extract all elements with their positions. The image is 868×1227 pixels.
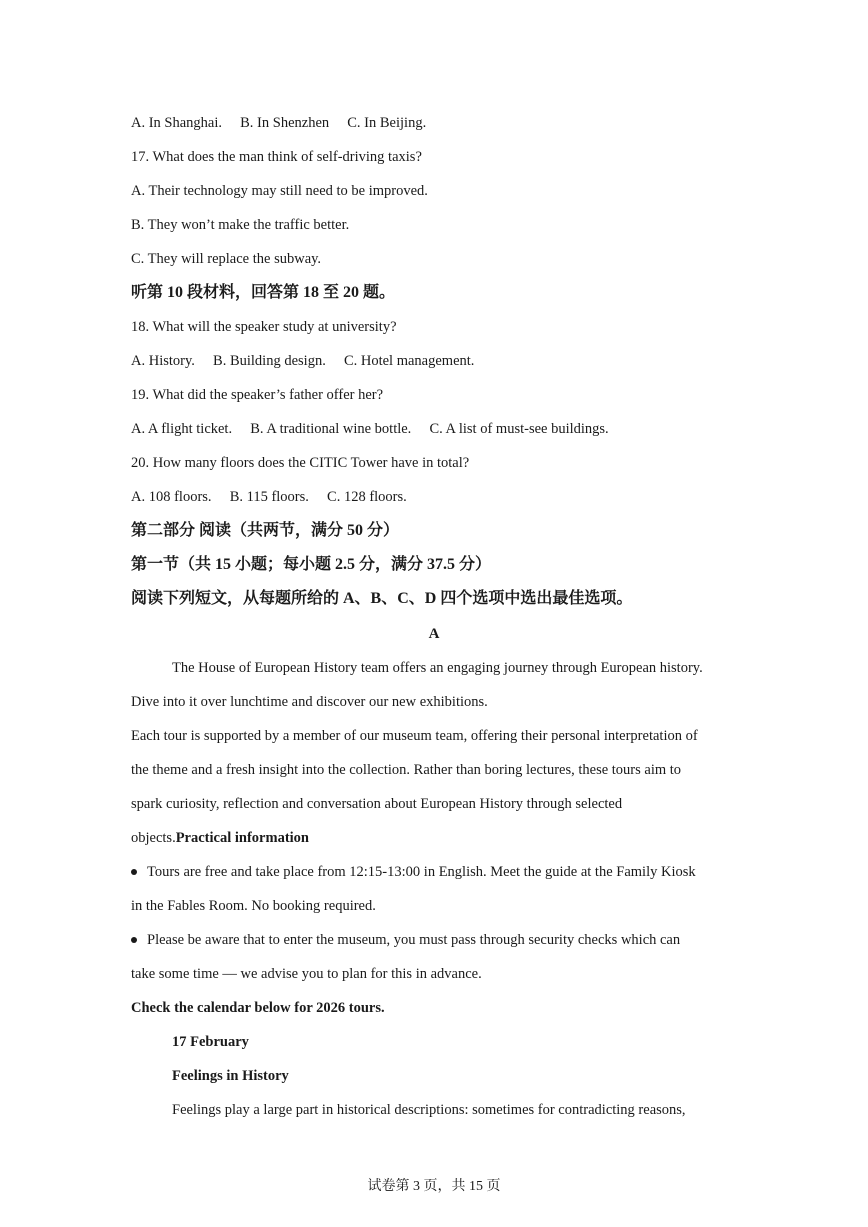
q18-option-a: A. History. bbox=[131, 353, 195, 369]
passage-p2-line4 bbox=[131, 829, 309, 847]
q18-option-c: C. Hotel management. bbox=[343, 353, 475, 369]
section1-heading: 第一节（共 15 小题；每小题 2.5 分，满分 37.5 分） bbox=[131, 556, 492, 573]
q18-question: 18. What will the speaker study at university? bbox=[131, 319, 397, 335]
q19-option-a: A. A flight ticket. bbox=[131, 421, 233, 437]
bullet1-line2: in the Fables Room. No booking required. bbox=[131, 898, 376, 914]
bullet2-text: Please be aware that to enter the museum, you must pass through security checks which can bbox=[147, 932, 681, 948]
passage-p2-line1: Each tour is supported by a member of our museum team, offering their personal interpretation of bbox=[131, 728, 698, 744]
bullet-icon bbox=[131, 937, 137, 943]
passage-p2-line3: spark curiosity, reflection and conversation about European History through selected bbox=[131, 796, 623, 812]
q19-question: 19. What did the speaker’s father offer her? bbox=[131, 387, 384, 403]
practical-heading: Practical information bbox=[175, 830, 309, 846]
date-17-february: 17 February bbox=[172, 1034, 249, 1050]
page-footer: 试卷第 3 页，共 15 页 bbox=[367, 1179, 501, 1194]
bullet1-text: Tours are free and take place from 12:15-13:00 in English. Meet the guide at the Family Kiosk bbox=[147, 864, 696, 880]
passage-label: A bbox=[428, 626, 440, 642]
calendar-heading: Check the calendar below for 2026 tours. bbox=[131, 1000, 385, 1016]
q16-option-a: A. In Shanghai. bbox=[131, 115, 223, 131]
bullet2-line2: take some time — we advise you to plan for this in advance. bbox=[131, 966, 482, 982]
tour-title-feelings: Feelings in History bbox=[172, 1068, 289, 1084]
q20-options bbox=[131, 488, 407, 506]
q19-options bbox=[131, 420, 609, 438]
bullet1-line1 bbox=[131, 863, 696, 881]
q17-option-c: C. They will replace the subway. bbox=[131, 251, 322, 267]
passage-p2-line2: the theme and a fresh insight into the collection. Rather than boring lectures, these tours aim to bbox=[131, 762, 682, 778]
passage-p1-line2: Dive into it over lunchtime and discover our new exhibitions. bbox=[131, 694, 488, 710]
q17-option-b: B. They won’t make the traffic better. bbox=[131, 217, 350, 233]
passage-p1-line1: The House of European History team offers an engaging journey through European history. bbox=[172, 660, 703, 676]
tour1-line1: Feelings play a large part in historical descriptions: sometimes for contradicting reasons, bbox=[172, 1102, 686, 1118]
q20-option-b: B. 115 floors. bbox=[229, 489, 309, 505]
bullet-icon bbox=[131, 869, 137, 875]
q18-options bbox=[131, 352, 474, 370]
bullet2-line1 bbox=[131, 931, 680, 949]
passage-p2-end: objects. bbox=[131, 830, 176, 846]
q16-option-c: C. In Beijing. bbox=[347, 115, 427, 131]
section10-heading: 听第 10 段材料，回答第 18 至 20 题。 bbox=[131, 284, 396, 301]
q20-question: 20. How many floors does the CITIC Tower have in total? bbox=[131, 455, 470, 471]
q17-option-a: A. Their technology may still need to be improved. bbox=[131, 183, 428, 199]
part2-heading: 第二部分 阅读（共两节，满分 50 分） bbox=[131, 522, 400, 539]
q19-option-b: B. A traditional wine bottle. bbox=[250, 421, 412, 437]
q19-option-c: C. A list of must-see buildings. bbox=[429, 421, 609, 437]
q16-option-b: B. In Shenzhen bbox=[240, 115, 330, 131]
q17-question: 17. What does the man think of self-driving taxis? bbox=[131, 149, 422, 165]
instructions: 阅读下列短文，从每题所给的 A、B、C、D 四个选项中选出最佳选项。 bbox=[131, 590, 633, 607]
q18-option-b: B. Building design. bbox=[213, 353, 326, 369]
q20-option-a: A. 108 floors. bbox=[131, 489, 212, 505]
q16-options bbox=[131, 114, 426, 132]
q20-option-c: C. 128 floors. bbox=[327, 489, 407, 505]
